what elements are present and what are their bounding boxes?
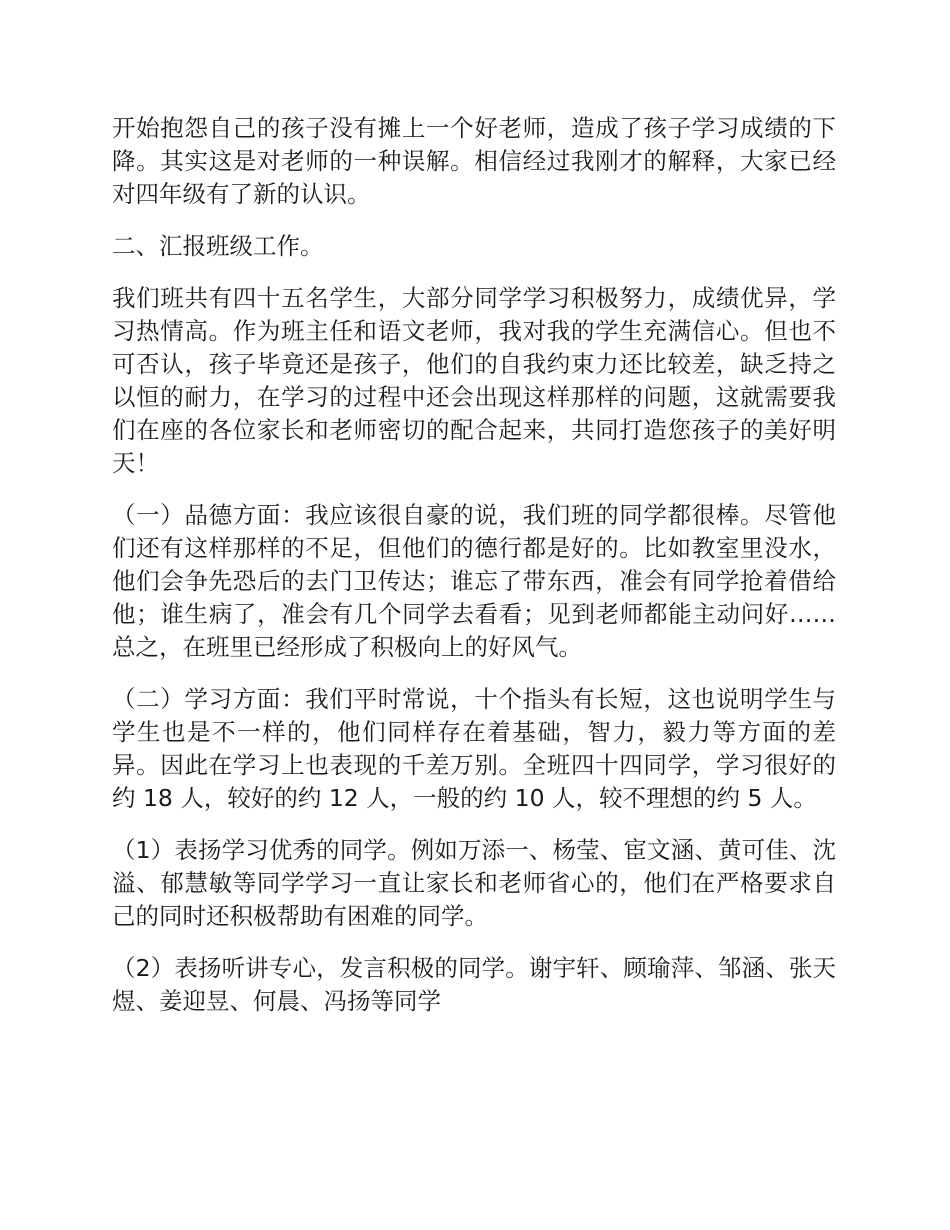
paragraph-study-aspect: （二）学习方面：我们平时常说，十个指头有长短，这也说明学生与学生也是不一样的，他们同样存在着基础，智力，毅力等方面的差异。因此在学习上也表现的千差万别。全班四十四同学，学习很好的约 18 人，较好的约 12 人，一般的约 10 人，较不理想的约 5 人。: [112, 685, 836, 812]
section-heading-class-work: 二、汇报班级工作。: [112, 232, 324, 260]
document-page: [112, 112, 836, 1037]
paragraph-praise-attentive: （2）表扬听讲专心，发言积极的同学。谢宇轩、顾瑜萍、邹涵、张天煜、姜迎昱、何晨、冯扬等同学: [112, 954, 836, 1015]
paragraph-praise-excellent: （1）表扬学习优秀的同学。例如万添一、杨莹、宦文涵、黄可佳、沈溢、郁慧敏等同学学习一直让家长和老师省心的，他们在严格要求自己的同时还积极帮助有困难的同学。: [112, 836, 836, 930]
paragraph-moral-aspect: （一）品德方面：我应该很自豪的说，我们班的同学都很棒。尽管他们还有这样那样的不足，但他们的德行都是好的。比如教室里没水，他们会争先恐后的去门卫传达；谁忘了带东西，准会有同学抢着借给他；谁生病了，准会有几个同学去看看；见到老师都能主动问好……总之，在班里已经形成了积极向上的好风气。: [112, 501, 836, 661]
paragraph-class-overview: 我们班共有四十五名学生，大部分同学学习积极努力，成绩优异，学习热情高。作为班主任和语文老师，我对我的学生充满信心。但也不可否认，孩子毕竟还是孩子，他们的自我约束力还比较差，缺乏持之以恒的耐力，在学习的过程中还会出现这样那样的问题，这就需要我们在座的各位家长和老师密切的配合起来，共同打造您孩子的美好明天！: [112, 284, 836, 477]
paragraph-intro-continuation: 开始抱怨自己的孩子没有摊上一个好老师，造成了孩子学习成绩的下降。其实这是对老师的一种误解。相信经过我刚才的解释，大家已经对四年级有了新的认识。: [112, 114, 836, 208]
